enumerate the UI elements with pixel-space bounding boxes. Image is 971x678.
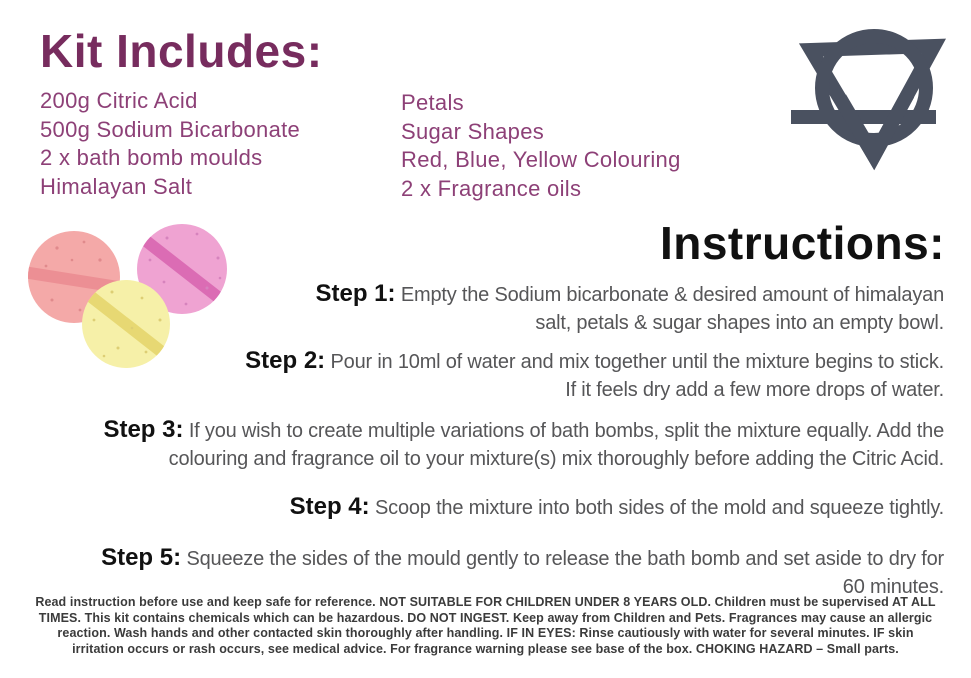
triangle-circle-logo-icon [786, 16, 954, 182]
kit-item: 2 x Fragrance oils [401, 175, 582, 201]
kit-item: Red, Blue, Yellow Colouring [401, 147, 681, 172]
step-4 [28, 493, 944, 522]
kit-includes-title: Kit Includes: [40, 25, 323, 77]
kit-item: Petals [401, 90, 464, 115]
step-1-text: Empty the Sodium bicarbonate & desired amount of himalayan salt, petals & sugar shapes into an empty bowl. [400, 284, 944, 334]
step-2 [244, 347, 944, 404]
step-4-label: Step 4: [289, 493, 370, 520]
step-2-text: Pour in 10ml of water and mix together until the mixture begins to stick. If it feels dry add a few more drops of water. [330, 351, 944, 401]
step-5-text: Squeeze the sides of the mould gently to release the bath bomb and set aside to dry for 60 minutes. [186, 548, 944, 598]
step-4-text: Scoop the mixture into both sides of the mold and squeeze tightly. [375, 497, 944, 519]
brand-logo [786, 16, 954, 182]
step-1 [279, 280, 944, 337]
step-1-label: Step 1: [315, 280, 396, 307]
kit-item: 500g Sodium Bicarbonate [40, 116, 301, 142]
step-3-text: If you wish to create multiple variations of bath bombs, split the mixture equally. Add the colouring and fragrance oil to your mixture(s) mix thoroughly before adding the Citric Acid. [168, 420, 944, 470]
kit-item: 2 x bath bomb moulds [40, 145, 263, 170]
instructions-title: Instructions: [659, 217, 945, 269]
step-3-label: Step 3: [103, 416, 184, 443]
safety-warning: Read instruction before use and keep safe for reference. NOT SUITABLE FOR CHILDREN UNDER 8 YEARS OLD. Children must be supervised AT ALL TIMES. This kit contains chemicals which can be hazardous. DO NOT INGEST. Keep away from Children and Pets. Fragrances may cause an allergic reaction. Wash hands and other contacted skin thoroughly after handling. IF IN EYES: Rinse cautiously with water for several minutes. IF skin irritation occurs or rash occurs, see medical advice. For fragrance warning please see base of the box. CHOKING HAZARD – Small parts. [35, 595, 936, 656]
step-2-label: Step 2: [245, 347, 326, 374]
step-3 [42, 416, 944, 473]
kit-contents-list-right [401, 89, 681, 203]
kit-item: Sugar Shapes [401, 118, 545, 144]
kit-item: 200g Citric Acid [40, 88, 198, 113]
kit-contents-list-left [40, 87, 300, 201]
steps-list [28, 280, 944, 611]
step-5-label: Step 5: [101, 544, 182, 571]
step-5 [79, 544, 944, 601]
kit-item: Himalayan Salt [40, 173, 193, 199]
